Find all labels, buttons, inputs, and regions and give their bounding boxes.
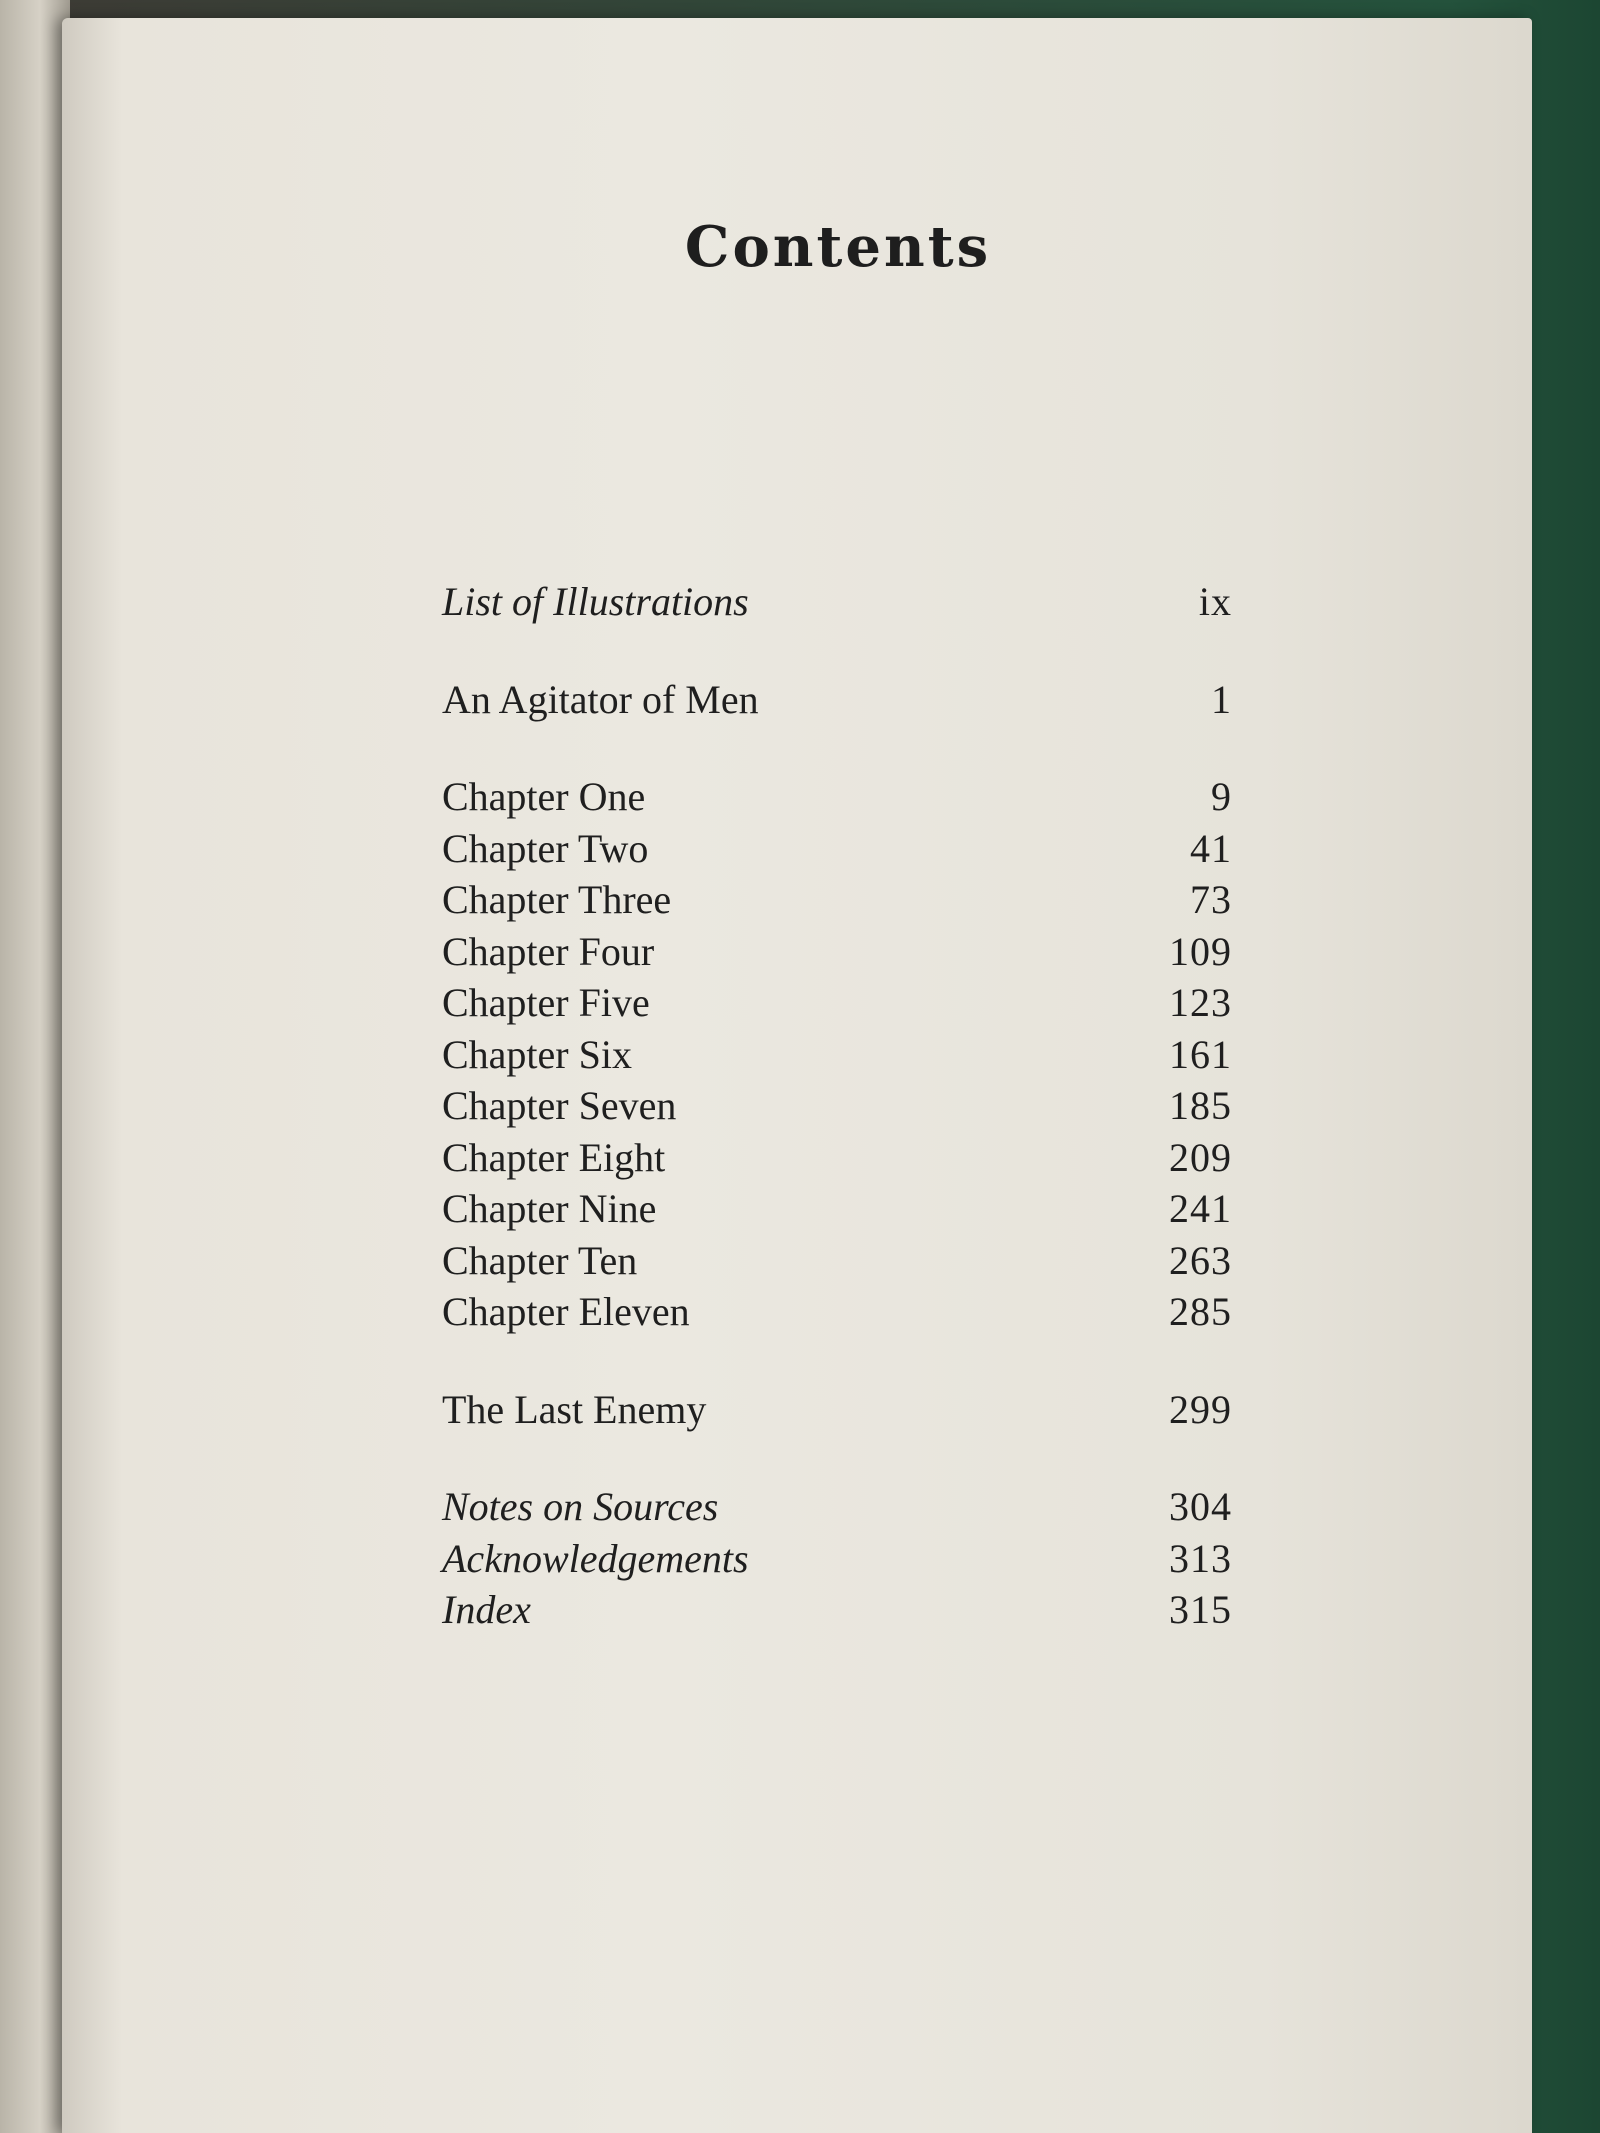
toc-entry-title: Chapter One [442,774,646,819]
toc-entry-title: Chapter Three [442,877,672,922]
toc-entry-title: Chapter Two [442,825,649,871]
toc-entry-title: Chapter Eight [442,1134,666,1180]
toc-entry-title: Chapter Four [442,928,655,974]
toc-entry [442,1288,1232,1340]
toc-entry [442,876,1232,928]
toc-entry-page-number: 241 [1169,1186,1232,1231]
toc-entry [442,1386,1232,1438]
toc-entry-page-number: 299 [1169,1386,1232,1432]
toc-entry-page-number: 9 [1211,774,1232,819]
toc-entry [442,1082,1232,1134]
toc-entry [442,825,1232,877]
toc-group [442,1483,1232,1638]
toc-entry-title: The Last Enemy [442,1386,707,1432]
toc-entry [442,1483,1232,1535]
page-title: Contents [684,214,992,280]
toc-entry-page-number: 123 [1169,980,1232,1025]
toc-entry-page-number: 313 [1169,1535,1232,1581]
facing-page-edge [0,0,70,2133]
toc-entry [442,773,1232,825]
toc-entry-title: Chapter Seven [442,1083,677,1128]
toc-entry-title: Chapter Eleven [442,1289,690,1334]
toc-entry-title: Index [442,1587,531,1632]
toc-entry-page-number: 73 [1190,877,1232,922]
toc-entry-page-number: 1 [1211,676,1232,722]
toc-entry [442,1586,1232,1638]
toc-entry-page-number: 41 [1190,825,1232,871]
toc-entry-title: List of Illustrations [442,579,749,624]
toc-entry-title: Chapter Nine [442,1186,657,1231]
toc-group [442,773,1232,1340]
toc-entry-title: Chapter Six [442,1031,632,1077]
toc-entry-title: An Agitator of Men [442,676,759,722]
toc-entry-page-number: 161 [1169,1031,1232,1077]
toc-entry-page-number: ix [1198,579,1232,624]
toc-entry [442,676,1232,728]
toc-entry-page-number: 209 [1169,1134,1232,1180]
toc-entry-page-number: 285 [1169,1289,1232,1334]
toc-entry [442,1185,1232,1237]
toc-entry-page-number: 304 [1169,1484,1232,1529]
toc-entry-page-number: 109 [1169,928,1232,974]
toc-entry-page-number: 315 [1169,1587,1232,1632]
toc-group [442,578,1232,630]
toc-entry [442,1237,1232,1289]
toc-entry-title: Chapter Ten [442,1237,638,1283]
book-page [62,18,1532,2133]
toc-entry-page-number: 185 [1169,1083,1232,1128]
toc-entry [442,1134,1232,1186]
toc-entry-title: Acknowledgements [442,1535,749,1581]
toc-entry [442,979,1232,1031]
toc-entry [442,928,1232,980]
toc-group [442,1386,1232,1438]
table-of-contents [442,578,1232,1684]
toc-entry [442,1535,1232,1587]
toc-entry [442,1031,1232,1083]
toc-entry-title: Notes on Sources [442,1484,719,1529]
toc-group [442,676,1232,728]
toc-entry-title: Chapter Five [442,980,650,1025]
toc-entry [442,578,1232,630]
toc-entry-page-number: 263 [1169,1237,1232,1283]
